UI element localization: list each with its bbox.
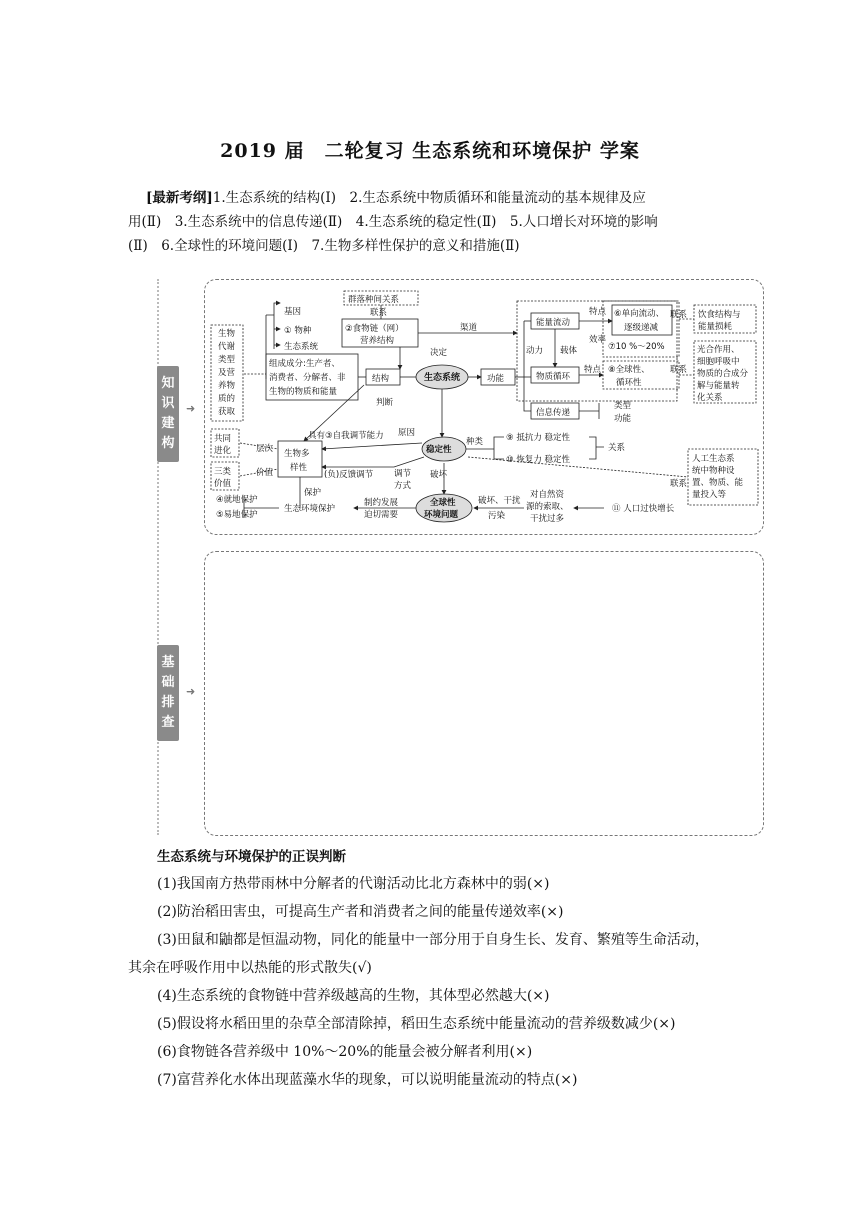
page-title: 2019 届 二轮复习 生态系统和环境保护 学案 — [220, 140, 640, 162]
question-2: (2)防治稻田害虫，可提高生产者和消费者之间的能量传递效率(×) — [157, 904, 564, 920]
node-in-situ: ④就地保护 — [216, 495, 258, 505]
rengong-line: 置、物质、能 — [692, 478, 744, 488]
left-box-line: 生物 — [218, 329, 236, 339]
arrow-right-icon: ➜ — [186, 402, 196, 415]
label-damage: 破坏、干扰 — [478, 496, 521, 506]
node-negative-feedback: (负)反馈调节 — [324, 470, 374, 480]
outline-line-1: 1.生态系统的结构(Ⅰ) 2.生态系统中物质循环和能量流动的基本规律及应 — [212, 190, 646, 206]
node-trophic-structure: 营养结构 — [360, 336, 395, 346]
left-box-line: 及营 — [218, 368, 236, 378]
label-relation: 关系 — [608, 443, 626, 453]
label-protect: 保护 — [304, 488, 322, 498]
label-destroy: 破坏 — [430, 470, 448, 480]
label-kind: 种类 — [466, 437, 484, 447]
question-5: (5)假设将水稻田里的杂草全部清除掉，稻田生态系统中能量流动的营养级数减少(×) — [157, 1016, 676, 1032]
outline-line-3: (Ⅱ) 6.全球性的环境问题(Ⅰ) 7.生物多样性保护的意义和措施(Ⅱ) — [128, 238, 520, 254]
node-biodiversity-2: 样性 — [290, 463, 308, 473]
arrow-right-icon: ➜ — [186, 685, 196, 698]
blank-panel — [204, 551, 764, 836]
node-function-2: 功能 — [614, 414, 632, 424]
node-community-relation: 群落种间关系 — [348, 295, 400, 305]
node-components-2: 消费者、分解者、非 — [269, 373, 346, 383]
label-decide: 决定 — [430, 348, 448, 358]
outline-lead: [最新考纲] — [146, 190, 213, 206]
question-3a: (3)田鼠和鼬都是恒温动物，同化的能量中一部分用于自身生长、发育、繁殖等生命活动， — [157, 932, 709, 948]
question-6: (6)食物链各营养级中 10%～20%的能量会被分解者利用(×) — [157, 1044, 533, 1060]
label-feature-2: 特点 — [584, 365, 602, 375]
question-1: (1)我国南方热带雨林中分解者的代谢活动比北方森林中的弱(×) — [157, 876, 550, 892]
node-ex-situ: ⑤易地保护 — [216, 510, 258, 520]
node-env-protection: 生态环境保护 — [284, 504, 336, 514]
right-box-line: 物质的合成分 — [697, 369, 749, 379]
label-feature: 特点 — [589, 307, 607, 317]
node-energy-loss: 能量损耗 — [698, 322, 733, 332]
right-box-line: 解与能量转 — [697, 381, 740, 391]
left-box-line: 养物 — [218, 381, 236, 391]
node-efficiency-value: ⑦10 %～20% — [608, 342, 665, 352]
label-efficiency: 效率 — [589, 335, 607, 345]
node-components-1: 组成成分:生产者、 — [269, 359, 340, 369]
right-box-line: 化关系 — [697, 393, 723, 403]
left-box-line: 类型 — [218, 355, 236, 365]
left-box-line: 代谢 — [218, 342, 236, 352]
rengong-line: 量投入等 — [692, 490, 727, 500]
label-power: 动力 — [526, 346, 544, 356]
node-ecosystem-center: 生态系统 — [424, 373, 461, 383]
node-resistance: ⑨ 抵抗力 稳定性 — [506, 433, 571, 443]
node-cyclic: 循环性 — [616, 378, 642, 388]
node-population-growth: ⑪ 人口过快增长 — [612, 504, 675, 514]
node-resources-3: 干扰过多 — [530, 514, 565, 524]
label-judge: 判断 — [376, 398, 394, 408]
node-components-3: 生物的物质和能量 — [269, 387, 338, 397]
label-link: 联系 — [370, 308, 388, 318]
question-7: (7)富营养化水体出现蓝藻水华的现象，可以说明能量流动的特点(×) — [157, 1072, 578, 1088]
question-3b: 其余在呼吸作用中以热能的形式散失(√) — [128, 960, 372, 976]
left-box-line: 质的 — [218, 394, 236, 404]
node-resources-1: 对自然资 — [530, 490, 565, 500]
node-function: 功能 — [487, 374, 505, 384]
node-global: ⑧全球性、 — [608, 365, 650, 375]
node-info-transfer: 信息传递 — [536, 408, 571, 418]
label-link-right-1: 联系 — [670, 310, 688, 320]
label-restrict: 制约发展 — [364, 498, 399, 508]
label-regulation-2: 方式 — [394, 481, 412, 491]
label-value: 价值 — [256, 468, 274, 478]
label-pollution: 污染 — [488, 511, 506, 521]
node-structure: 结构 — [372, 374, 390, 384]
node-three-values-1: 三类 — [214, 467, 232, 477]
tag-knowledge-construction: 知识建构 — [157, 366, 179, 462]
label-link-bottom: 联系 — [670, 479, 688, 489]
rengong-line: 统中物种设 — [692, 466, 735, 476]
node-biodiversity-1: 生物多 — [284, 449, 310, 459]
node-global-issue-2: 环境问题 — [424, 510, 459, 520]
node-type: 类型 — [614, 401, 632, 411]
question-4: (4)生态系统的食物链中营养级越高的生物，其体型必然越大(×) — [157, 988, 550, 1004]
label-channel: 渠道 — [460, 323, 478, 333]
label-regulation-1: 调节 — [394, 469, 412, 479]
node-one-way: ⑥单向流动、 — [614, 309, 665, 319]
node-energy-flow: 能量流动 — [536, 318, 571, 328]
node-diet-structure: 饮食结构与 — [698, 310, 741, 320]
node-global-issue-1: 全球性 — [430, 498, 456, 508]
label-carrier: 载体 — [560, 346, 578, 356]
label-urgent: 迫切需要 — [364, 510, 399, 520]
rengong-line: 人工生态系 — [692, 454, 735, 464]
side-rail — [157, 279, 181, 835]
node-coevolution-2: 进化 — [214, 446, 232, 456]
right-box-line: 光合作用、 — [697, 345, 740, 355]
label-level: 层次 — [256, 444, 274, 454]
label-reason: 原因 — [398, 428, 416, 438]
node-species: ① 物种 — [284, 326, 312, 336]
label-link-right-2: 联系 — [670, 365, 688, 375]
node-gene: 基因 — [284, 307, 302, 317]
node-resources-2: 源的索取、 — [526, 502, 569, 512]
concept-map — [204, 279, 764, 535]
node-decrease: 逐级递减 — [624, 323, 659, 333]
node-three-values-2: 价值 — [214, 479, 232, 489]
exam-outline — [128, 186, 738, 258]
left-box-line: 获取 — [218, 407, 236, 417]
node-stability: 稳定性 — [426, 445, 452, 455]
node-resilience: ⑩ 恢复力 稳定性 — [506, 455, 571, 465]
questions-heading: 生态系统与环境保护的正误判断 — [157, 849, 346, 865]
question-list — [128, 870, 747, 1094]
right-box-line: 细胞呼吸中 — [697, 357, 740, 367]
node-coevolution-1: 共同 — [214, 434, 232, 444]
node-food-chain: ②食物链（网） — [345, 324, 404, 334]
node-self-regulation: 具有③自我调节能力 — [308, 431, 384, 441]
node-ecosystem-level: 生态系统 — [284, 342, 319, 352]
outline-line-2: 用(Ⅱ) 3.生态系统中的信息传递(Ⅱ) 4.生态系统的稳定性(Ⅱ) 5.人口增长对环境的影响 — [128, 214, 658, 230]
tag-basic-check: 基础排查 — [157, 645, 179, 741]
node-material-cycle: 物质循环 — [536, 372, 571, 382]
